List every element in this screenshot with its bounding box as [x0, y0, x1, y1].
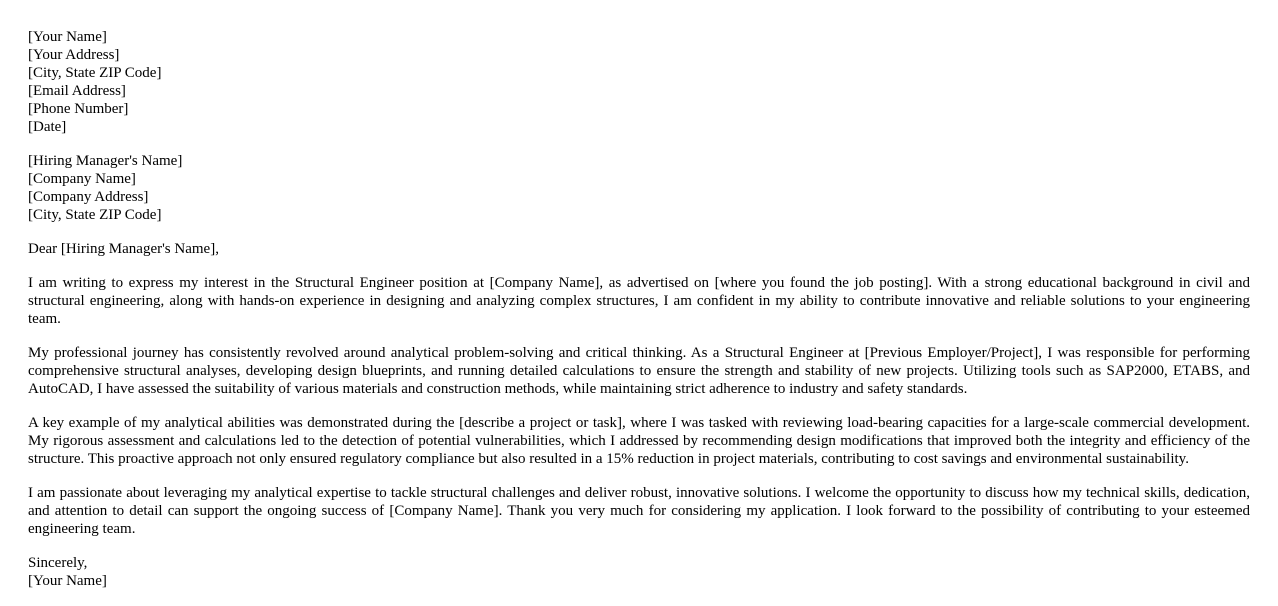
- sender-name: [Your Name]: [28, 29, 107, 45]
- recipient-company-address: [Company Address]: [28, 189, 149, 205]
- body-paragraph-1: I am writing to express my interest in the Structural Engineer position at [Company Name], as advertised on [where you found the job posting]. With a strong educational background in civil and structural engineering, along with hands-on experience in designing and analyzing complex structures, I am confident in my ability to contribute innovative and reliable solutions to your engineering team.: [28, 275, 1250, 327]
- signature: [Your Name]: [28, 573, 107, 589]
- sender-block: [28, 28, 1250, 136]
- body-paragraph-2: My professional journey has consistently revolved around analytical problem-solving and critical thinking. As a Structural Engineer at [Previous Employer/Project], I was responsible for performing comprehensive structural analyses, developing design blueprints, and running detailed calculations to ensure the strength and stability of new projects. Utilizing tools such as SAP2000, ETABS, and AutoCAD, I have assessed the suitability of various materials and construction methods, while maintaining strict adherence to industry and safety standards.: [28, 345, 1250, 397]
- sender-phone: [Phone Number]: [28, 101, 129, 117]
- salutation: Dear [Hiring Manager's Name],: [28, 241, 219, 257]
- recipient-hiring-manager: [Hiring Manager's Name]: [28, 153, 183, 169]
- sender-email: [Email Address]: [28, 83, 126, 99]
- sender-city-state-zip: [City, State ZIP Code]: [28, 65, 162, 81]
- recipient-company-name: [Company Name]: [28, 171, 136, 187]
- recipient-city-state-zip: [City, State ZIP Code]: [28, 207, 162, 223]
- recipient-block: [28, 152, 1250, 224]
- sign-off-block: [28, 554, 1250, 590]
- body-paragraph-4: I am passionate about leveraging my analytical expertise to tackle structural challenges and deliver robust, innovative solutions. I welcome the opportunity to discuss how my technical skills, dedication, and attention to detail can support the ongoing success of [Company Name]. Thank you very much for considering my application. I look forward to the possibility of contributing to your esteemed engineering team.: [28, 485, 1250, 537]
- body-paragraph-3: A key example of my analytical abilities was demonstrated during the [describe a project or task], where I was tasked with reviewing load-bearing capacities for a large-scale commercial development. My rigorous assessment and calculations led to the detection of potential vulnerabilities, which I addressed by recommending design modifications that improved both the integrity and efficiency of the structure. This proactive approach not only ensured regulatory compliance but also resulted in a 15% reduction in project materials, contributing to cost savings and environmental sustainability.: [28, 415, 1250, 467]
- sender-address: [Your Address]: [28, 47, 120, 63]
- closing: Sincerely,: [28, 555, 88, 571]
- cover-letter: [28, 28, 1250, 606]
- letter-date: [Date]: [28, 119, 67, 135]
